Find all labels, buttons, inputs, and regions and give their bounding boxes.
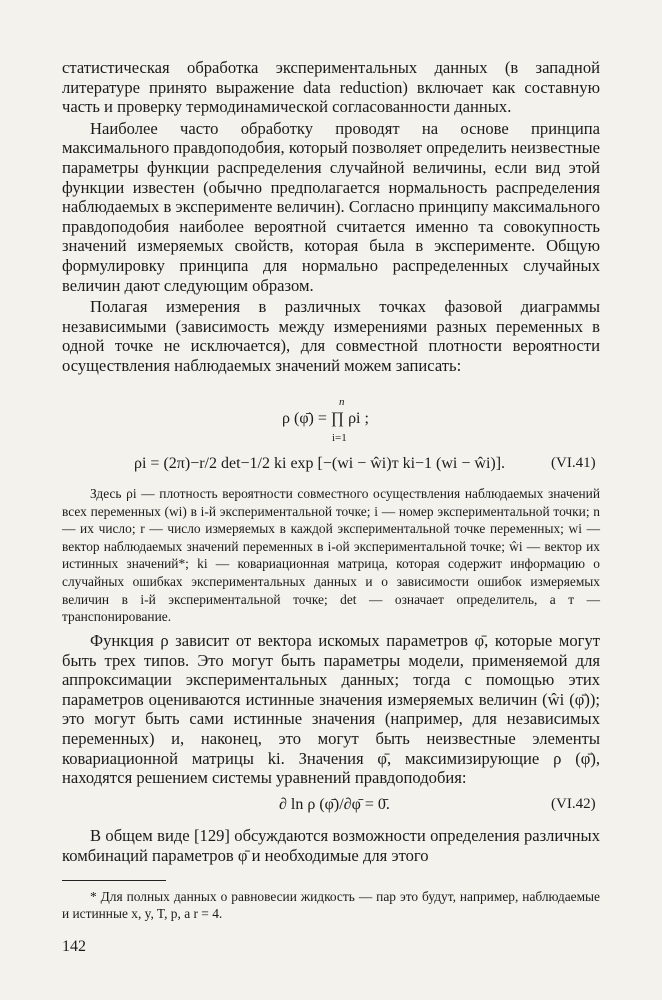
footnote-block xyxy=(62,888,600,923)
explanation-note: Здесь ρi — плотность вероятности совместного осуществления наблюдаемых значений всех переменных (wi) в i-й экспериментальной точке; i — номер экспериментальной точки; n — их число; r — число измеряемых в каждой экспериментальной точке переменных; wi — вектор наблюдаемых значений переменных в i-ой экспериментальной точке; ŵi — вектор их истинных значений*; ki — ковариационная матрица, которая содержит информацию о случайных ошибках экспериментальных данных и о зависимости ошибок измеряемых величин в i-й экспериментальной точке; det — означает определитель, а т — транспонирование. xyxy=(62,486,600,625)
equation-number-42: (VI.42) xyxy=(551,796,596,812)
formula-likelihood: ∂ ln ρ (φ̄)/∂φ̄ = 0̄. xyxy=(279,796,390,813)
body-text-bottom xyxy=(62,826,600,865)
formula-density: ρi = (2π)−r/2 det−1/2 ki exp [−(wi − ŵi)т ki−1 (wi − ŵi)]. xyxy=(134,455,506,472)
footnote-divider xyxy=(62,880,166,881)
product-formula-text: ρ (φ̄) = ∏ ρi ; xyxy=(282,410,369,427)
product-lower-limit: i=1 xyxy=(332,432,347,444)
paragraph-3: Полагая измерения в различных точках фазовой диаграммы независимыми (зависимость между измерениями разных переменных в одной точке не исключается), для совместной плотности вероятности осуществления наблюдаемых значений можем записать: xyxy=(62,297,600,375)
body-text-middle xyxy=(62,631,600,788)
product-upper-limit: n xyxy=(339,396,345,408)
footnote: * Для полных данных о равновесии жидкость — пар это будут, например, наблюдаемые и истинные x, y, T, p, а r = 4. xyxy=(62,889,600,922)
paragraph-5: В общем виде [129] обсуждаются возможности определения различных комбинаций параметров φ̄ и необходимые для этого xyxy=(62,826,600,865)
explanation-block xyxy=(62,485,600,626)
paragraph-1: статистическая обработка экспериментальных данных (в западной литературе принято выражение data reduction) включает как составную часть и проверку термодинамической согласованности данных. xyxy=(62,58,600,117)
equation-number-41: (VI.41) xyxy=(551,455,596,471)
body-text-top xyxy=(62,58,600,376)
paragraph-2: Наиболее часто обработку проводят на основе принципа максимального правдоподобия, который позволяет определить неизвестные параметры функции распределения случайной величины, если вид этой функции известен (обычно предполагается нормальность распределения наблюдаемых в эксперименте величин). Согласно принципу максимального правдоподобия наиболее вероятной считается именно та совокупность значений измеряемых свойств, которая была в эксперименте. Общую формулировку принципа для нормально распределенных случайных величин дают следующим образом. xyxy=(62,118,600,295)
page-number: 142 xyxy=(62,938,86,955)
paragraph-4: Функция ρ зависит от вектора искомых параметров φ̄, которые могут быть трех типов. Это могут быть параметры модели, применяемой для аппроксимации экспериментальных данных; тогда с помощью этих параметров оцениваются истинные значения измеряемых величин (ŵi (φ̄)); это могут быть сами истинные значения (например, для независимых переменных) и, наконец, это могут быть неизвестные элементы ковариационной матрицы ki. Значения φ̄, максимизирующие ρ (φ̄), находятся решением системы уравнений правдоподобия: xyxy=(62,631,600,788)
